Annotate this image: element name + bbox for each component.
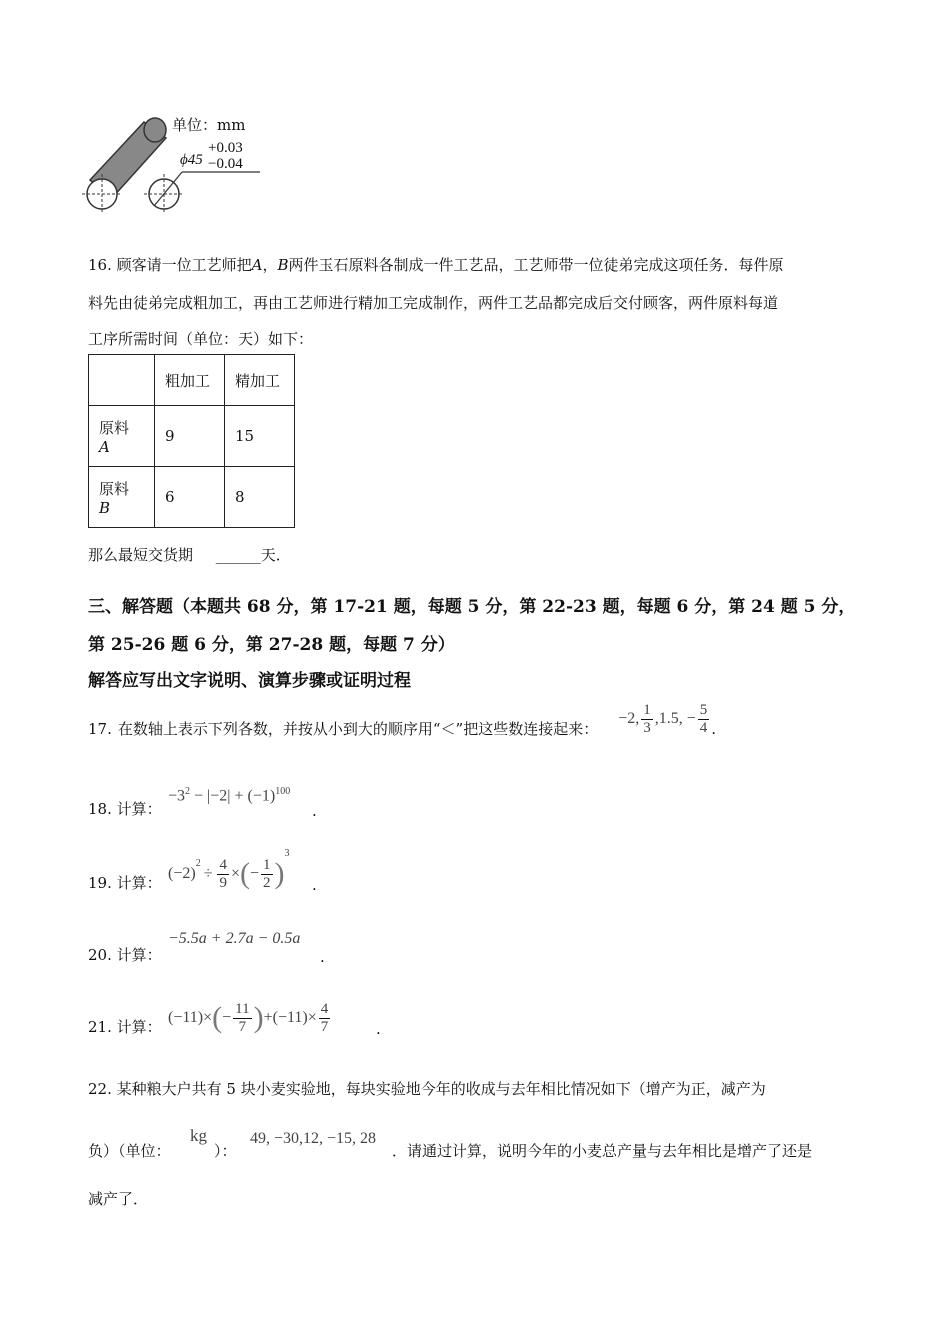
table-row <box>89 467 295 528</box>
q20-end: . <box>320 948 325 966</box>
section3-heading-line2: 第 25-26 题 6 分，第 27-28 题，每题 7 分） <box>88 635 455 655</box>
fraction-numerator: 1 <box>263 856 271 873</box>
q16-number: 16. <box>88 256 112 274</box>
section3-heading-line1: 三、解答题（本题共 68 分，第 17-21 题，每题 5 分，第 22-23 题，每题 6 分，第 24 题 5 分， <box>88 597 856 617</box>
fraction-numerator: 4 <box>219 856 227 873</box>
table-cell-fine: 8 <box>225 467 295 528</box>
q18-math-b: − |−2| + (−1) <box>190 787 276 805</box>
q21-fraction-2 <box>319 1001 331 1036</box>
q19-math-c: × <box>230 865 240 882</box>
q18-math-a: −3 <box>168 787 186 805</box>
figure-diameter: ϕ45 <box>180 152 203 168</box>
q21-left-paren: ( <box>212 1001 223 1034</box>
row-label-text: 原料 <box>99 479 130 498</box>
q16-line3: 工序所需时间（单位：天）如下： <box>88 330 314 348</box>
fraction-numerator: 4 <box>320 1000 329 1017</box>
q22-number: 22. <box>88 1080 112 1098</box>
q19-math <box>168 848 290 900</box>
q21-line <box>88 1016 162 1038</box>
q19-number: 19. <box>88 874 112 892</box>
q21-math-b: +(−11)× <box>263 1009 317 1026</box>
q17-math-part2: ,1.5, − <box>654 710 696 727</box>
q22-line2-b: ）： <box>214 1142 237 1160</box>
q16-var-b: B <box>277 256 289 274</box>
q18-end: . <box>312 802 317 820</box>
q16-answer-text-a: 那么最短交货期 <box>88 546 194 564</box>
q19-text: 计算： <box>116 874 162 892</box>
q22-values: 49, −30,12, −15, 28 <box>250 1130 377 1147</box>
q18-math <box>168 786 290 805</box>
fraction-denominator: 3 <box>643 719 651 736</box>
table-cell-rough: 6 <box>155 467 225 528</box>
q19-sup-a: 2 <box>195 858 201 869</box>
q19-math-a: (−2) <box>168 865 196 882</box>
table-header-cell: 粗加工 <box>155 355 225 406</box>
row-label-text: 原料 <box>99 418 130 437</box>
q16-answer-blank: ______ <box>215 546 261 564</box>
q16-answer-line <box>88 544 291 566</box>
fraction-denominator: 7 <box>238 1018 247 1035</box>
q16-var-a: A <box>251 256 263 274</box>
process-time-table <box>88 354 295 528</box>
q19-line <box>88 872 162 894</box>
q19-end: . <box>312 876 317 894</box>
q22-line1-text: 某种粮大户共有 5 块小麦实验地，每块实验地今年的收成与去年相比情况如下（增产为正，减产为 <box>116 1080 766 1098</box>
q16-line2: 料先由徒弟完成粗加工，再由工艺师进行精加工完成制作，两件工艺品都完成后交付顾客，两件原料每道 <box>88 294 779 312</box>
q19-neg: − <box>250 865 260 882</box>
fraction-numerator: 1 <box>643 701 651 718</box>
q18-sup-a: 2 <box>185 786 191 797</box>
q20-math: −5.5a + 2.7a − 0.5a <box>168 930 301 947</box>
q21-number: 21. <box>88 1018 112 1036</box>
q17-math <box>618 702 711 737</box>
q17-end: . <box>711 720 717 738</box>
section3-instruction: 解答应写出文字说明、演算步骤或证明过程 <box>88 671 411 691</box>
q18-line <box>88 798 162 820</box>
fraction-denominator: 2 <box>263 874 271 891</box>
row-label-var: A <box>99 437 110 456</box>
fraction-denominator: 9 <box>219 874 227 891</box>
q21-fraction-1 <box>233 1001 251 1036</box>
q19-left-paren: ( <box>240 857 250 890</box>
q16-answer-text-b: 天． <box>260 546 291 564</box>
q22-line1 <box>88 1078 766 1100</box>
q18-number: 18. <box>88 800 112 818</box>
q21-right-paren: ) <box>253 1001 264 1034</box>
q20-number: 20. <box>88 946 112 964</box>
table-row-label <box>89 406 155 467</box>
q17-fraction-2 <box>698 702 710 737</box>
q20-text: 计算： <box>116 946 162 964</box>
q21-end: . <box>376 1020 381 1038</box>
q17-math-part1: −2, <box>618 710 640 727</box>
q16-line1-text-b: 两件玉石原料各制成一件工艺品，工艺师带一位徒弟完成这项任务．每件原 <box>288 256 784 274</box>
q19-sup-b: 3 <box>284 848 290 859</box>
q19-right-paren: ) <box>274 857 285 890</box>
q17-line <box>88 701 717 752</box>
table-cell-fine: 15 <box>225 406 295 467</box>
q18-text: 计算： <box>116 800 162 818</box>
row-label-var: B <box>99 498 111 517</box>
q22-line2-a: 负）（单位： <box>88 1142 171 1160</box>
table-row-label <box>89 467 155 528</box>
table-cell-rough: 9 <box>155 406 225 467</box>
table-row <box>89 406 295 467</box>
q21-neg: − <box>222 1009 232 1026</box>
fraction-numerator: 5 <box>699 701 708 718</box>
q22-line2-c: ．请通过计算，说明今年的小麦总产量与去年相比是增产了还是 <box>392 1142 813 1160</box>
q22-unit: kg <box>190 1126 207 1145</box>
q16-sep: ， <box>262 256 278 274</box>
q16-line1-text-a: 顾客请一位工艺师把 <box>116 256 252 274</box>
table-header-row <box>89 355 295 406</box>
fraction-denominator: 7 <box>320 1018 329 1035</box>
q19-fraction-1 <box>217 857 229 892</box>
q19-math-b: ÷ <box>203 865 213 882</box>
fraction-numerator: 11 <box>235 1000 250 1017</box>
figure-tol-upper: +0.03 <box>208 140 243 156</box>
q17-number: 17. <box>88 720 112 738</box>
table-header-cell: 精加工 <box>225 355 295 406</box>
q18-sup-b: 100 <box>275 786 291 797</box>
q17-fraction-1 <box>641 702 653 737</box>
q17-text: 在数轴上表示下列各数，并按从小到大的顺序用“＜”把这些数连接起来： <box>117 720 599 738</box>
q22-line3: 减产了． <box>88 1190 149 1208</box>
fraction-denominator: 4 <box>699 719 708 736</box>
q16-line1 <box>88 254 784 276</box>
table-header-cell <box>89 355 155 406</box>
q21-text: 计算： <box>116 1018 162 1036</box>
q20-line <box>88 944 162 966</box>
q21-math <box>168 992 332 1044</box>
q19-fraction-2 <box>261 857 273 892</box>
figure-tol-lower: −0.04 <box>208 156 243 172</box>
q21-math-a: (−11)× <box>168 1009 213 1026</box>
figure-unit-label: 单位：mm <box>172 116 246 134</box>
